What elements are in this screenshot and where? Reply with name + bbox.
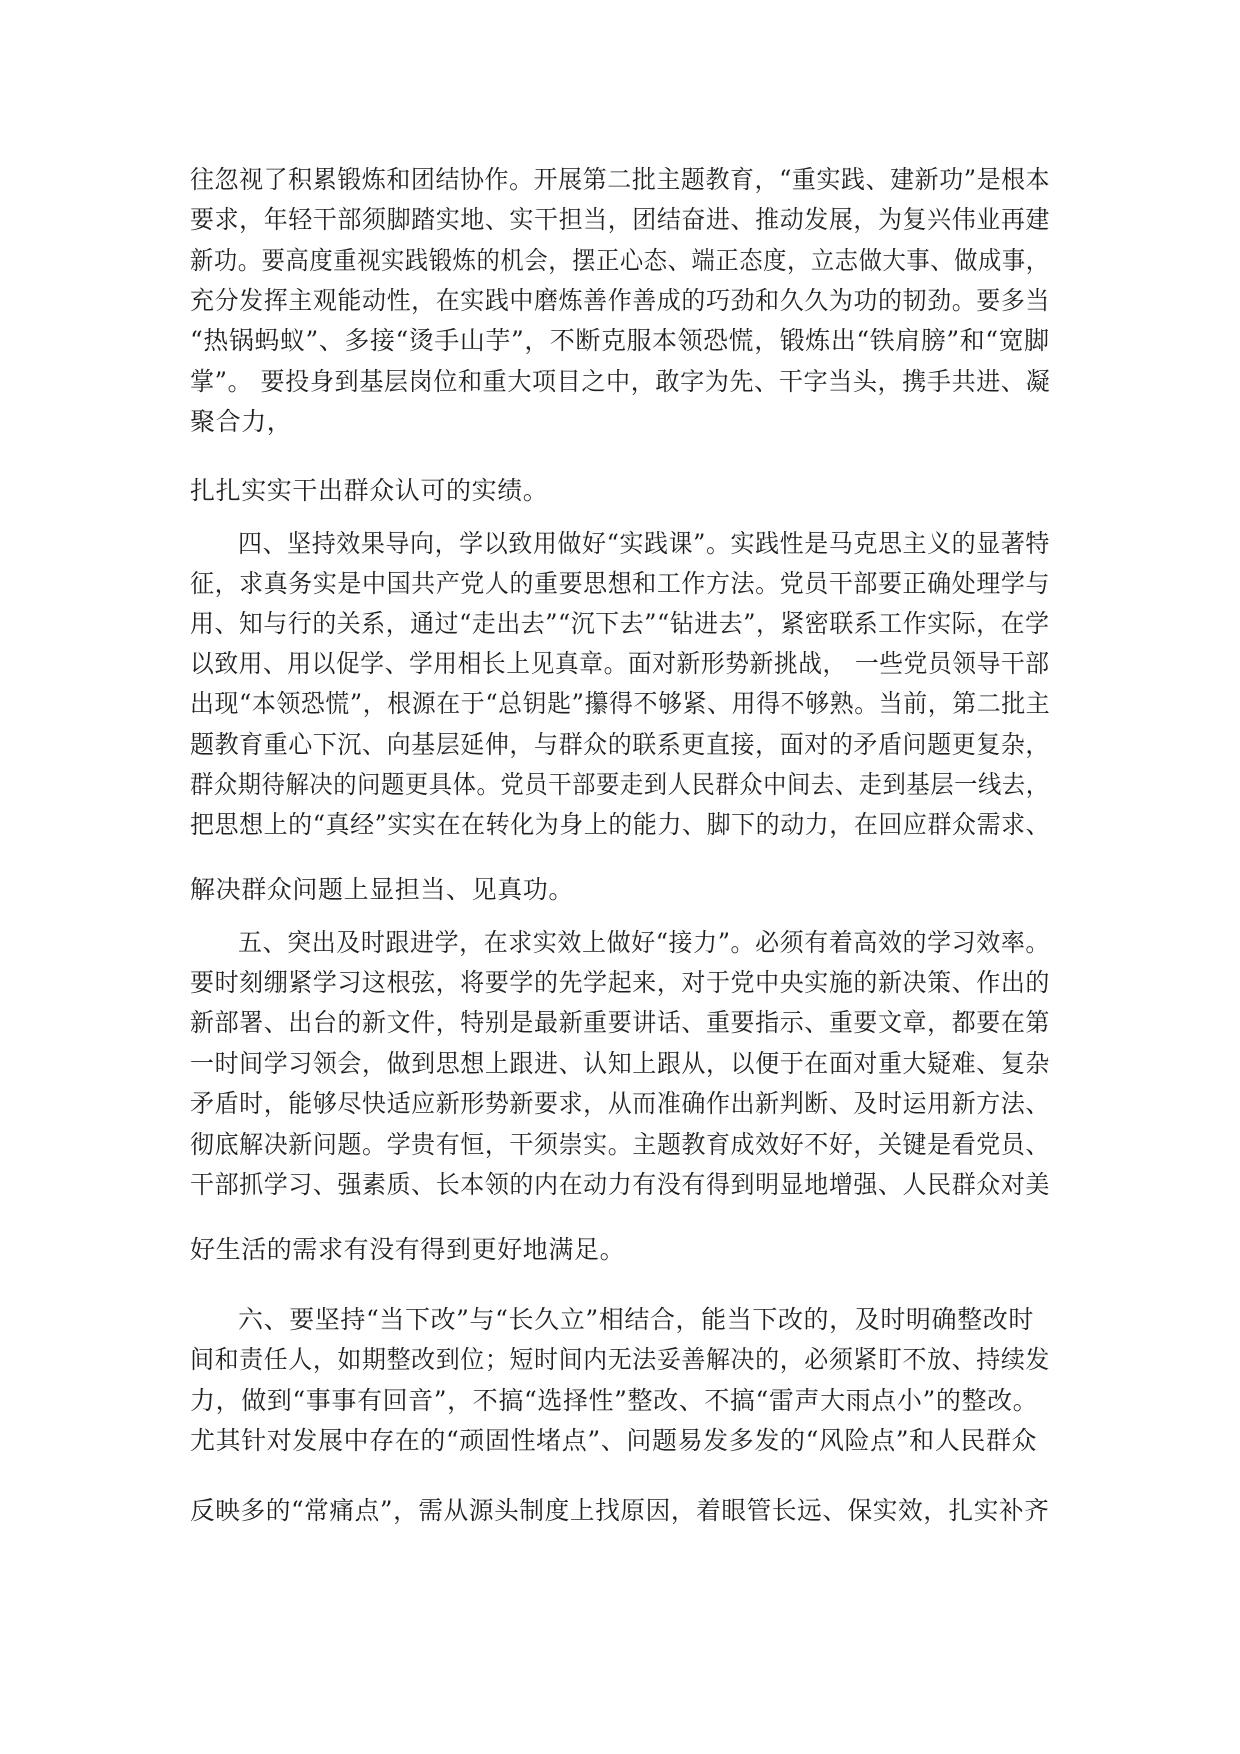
paragraph-heading-5: 五、突出及时跟进学，在求实效上做好“接力”。必须有着高效的学习效率。 (238, 928, 1050, 957)
text-line: 往忽视了积累锻炼和团结协作。开展第二批主题教育，“重实践、建新功”是根本 (190, 165, 1051, 194)
text-line: 要时刻绷紧学习这根弦，将要学的先学起来，对于党中央实施的新决策、作出的 (190, 968, 1050, 997)
paragraph-heading-6: 六、要坚持“当下改”与“长久立”相结合，能当下改的，及时明确整改时 (238, 1305, 1034, 1334)
text-line: 好生活的需求有没有得到更好地满足。 (190, 1235, 626, 1264)
text-line: 把思想上的“真经”实实在在转化为身上的能力、脚下的动力，在回应群众需求、 (190, 810, 1051, 839)
text-line: 出现“本领恐慌”，根源在于“总钥匙”攥得不够紧、用得不够熟。当前，第二批主 (190, 689, 1051, 718)
text-line: 扎扎实实干出群众认可的实绩。 (190, 476, 549, 505)
text-line: 矛盾时，能够尽快适应新形势新要求，从而准确作出新判断、及时运用新方法、 (190, 1089, 1050, 1118)
text-line: 群众期待解决的问题更具体。党员干部要走到人民群众中间去、走到基层一线去， (190, 770, 1050, 799)
text-line: 解决群众问题上显担当、见真功。 (190, 875, 575, 904)
text-line: 题教育重心下沉、向基层延伸，与群众的联系更直接，面对的矛盾问题更复杂， (190, 730, 1050, 759)
text-line: 以致用、用以促学、学用相长上见真章。面对新形势新挑战， 一些党员领导干部 (190, 649, 1050, 678)
text-line: 掌”。 要投身到基层岗位和重大项目之中，敢字为先、干字当头，携手共进、凝 (190, 367, 1051, 396)
paragraph-heading-4: 四、坚持效果导向，学以致用做好“实践课”。实践性是马克思主义的显著特 (238, 529, 1050, 558)
text-line: 反映多的“常痛点”，需从源头制度上找原因，着眼管长远、保实效，扎实补齐 (190, 1496, 1050, 1525)
text-line: “热锅蚂蚁”、多接“烫手山芋”，不断克服本领恐慌，锻炼出“铁肩膀”和“宽脚 (190, 326, 1050, 355)
text-line: 新部署、出台的新文件，特别是最新重要讲话、重要指示、重要文章，都要在第 (190, 1008, 1050, 1037)
text-line: 间和责任人，如期整改到位；短时间内无法妥善解决的，必须紧盯不放、持续发 (190, 1345, 1050, 1374)
text-line: 一时间学习领会，做到思想上跟进、认知上跟从，以便于在面对重大疑难、复杂 (190, 1049, 1050, 1078)
text-line: 力，做到“事事有回音”，不搞“选择性”整改、不搞“雷声大雨点小”的整改。 (190, 1386, 1039, 1415)
text-line: 尤其针对发展中存在的“顽固性堵点”、问题易发多发的“风险点”和人民群众 (190, 1426, 1038, 1455)
text-line: 用、知与行的关系，通过“走出去”“沉下去”“钻进去”，紧密联系工作实际，在学 (190, 609, 1050, 638)
text-line: 征，求真务实是中国共产党人的重要思想和工作方法。党员干部要正确处理学与 (190, 569, 1050, 598)
text-line: 新功。要高度重视实践锻炼的机会，摆正心态、端正态度，立志做大事、做成事， (190, 246, 1050, 275)
text-line: 要求，年轻干部须脚踏实地、实干担当，团结奋进、推动发展，为复兴伟业再建 (190, 205, 1050, 234)
text-line: 干部抓学习、强素质、长本领的内在动力有没有得到明显地增强、人民群众对美 (190, 1170, 1050, 1199)
text-line: 彻底解决新问题。学贵有恒，干须崇实。主题教育成效好不好，关键是看党员、 (190, 1130, 1050, 1159)
text-line: 充分发挥主观能动性，在实践中磨炼善作善成的巧劲和久久为功的韧劲。要多当 (190, 286, 1050, 315)
text-line: 聚合力， (190, 407, 293, 436)
